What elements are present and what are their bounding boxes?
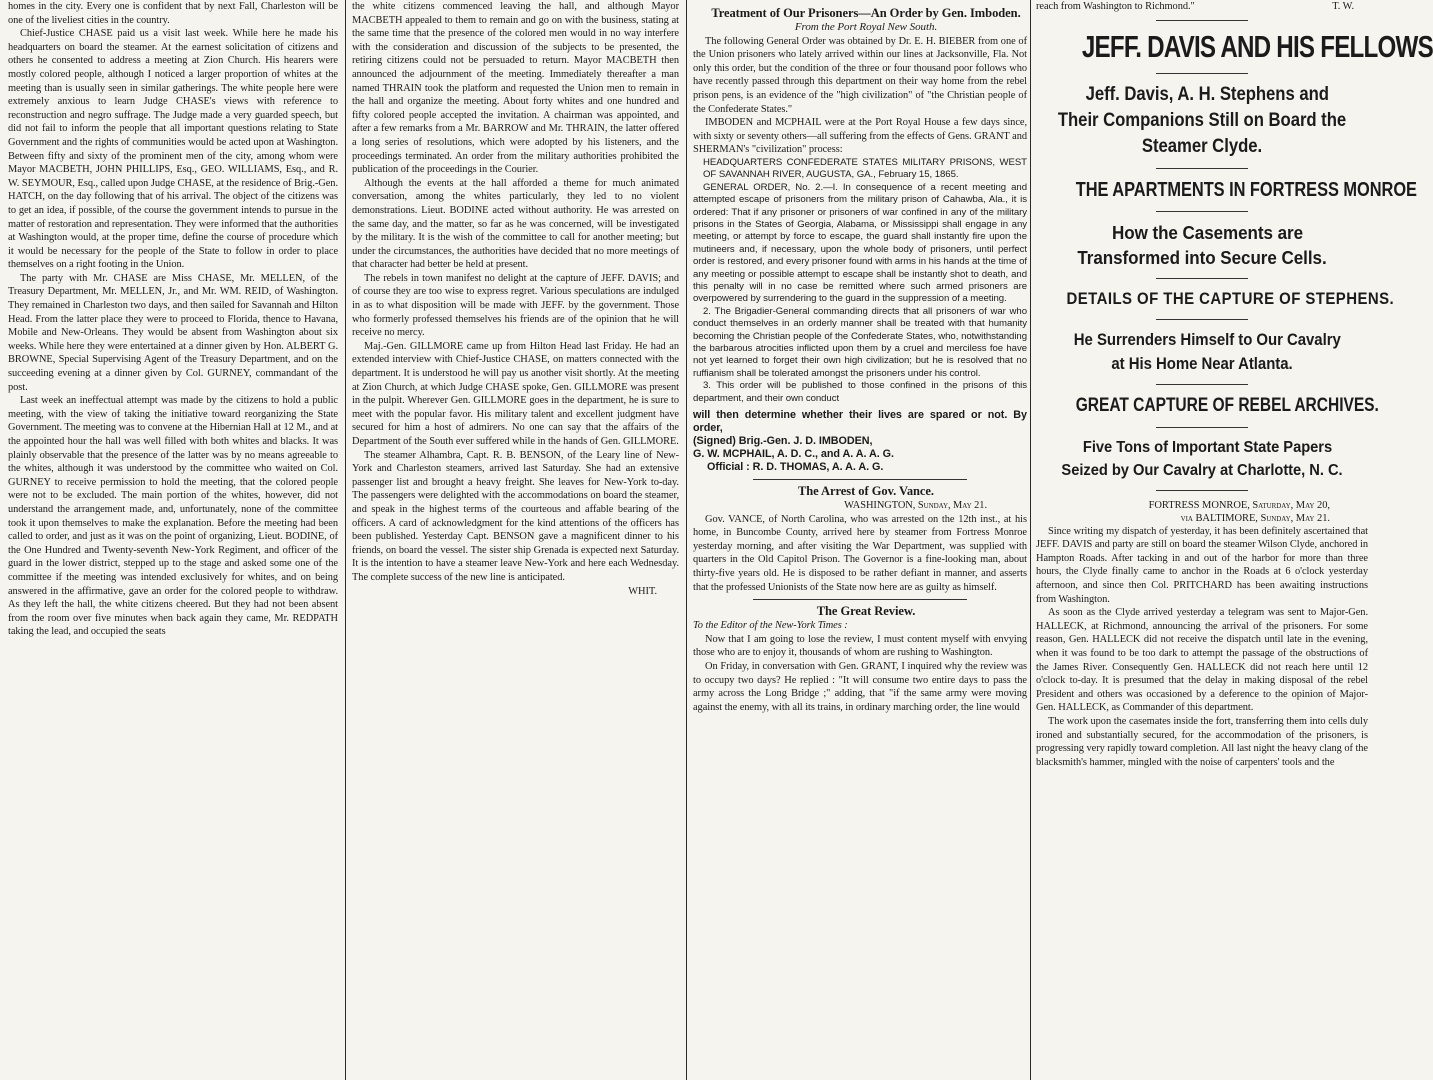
order-header: HEADQUARTERS CONFEDERATE STATES MILITARY PRISONS, WEST OF SAVANNAH RIVER, AUGUSTA, GA., February 15, 1865.: [703, 156, 1027, 181]
paragraph: The work upon the casemates inside the fort, transferring them into cells duly ironed and substantially secured, for the accommodation of the prisoners, is progressing very rapidly toward completion. All last night the heavy clang of the blacksmith's hammer, mingled with the noise of carpenters' tools and the: [1036, 715, 1368, 768]
separator: [1156, 211, 1248, 212]
order-paragraph: 2. The Brigadier-General commanding directs that all prisoners of war who conduct themselves in an orderly manner shall be treated with that humanity becoming the Christian people of the Confederate States, who, notwithstanding the barbarous atrocities inflicted upon them by a cruel and merciless foe have not yet learned to forget their own high civilization; but he is resolved that no ruffianism shall be tolerated amongst the prisoners under his control.: [693, 305, 1027, 379]
column-1: [8, 0, 338, 1080]
separator: [1156, 427, 1248, 428]
separator: [1156, 319, 1248, 320]
paragraph: Since writing my dispatch of yesterday, it has been definitely ascertained that JEFF. DAVIS and party are still on board the steamer Wilson Clyde, anchored in Hampton Roads. After tacking in and out of the harbor for more than three hours, the Clyde finally came to anchor in the Roads at 6 o'clock yesterday afternoon, and since then Col. PRITCHARD has been awaiting instructions from Washington.: [1036, 525, 1368, 605]
paragraph: The rebels in town manifest no delight at the capture of JEFF. DAVIS; and of course they are too wise to express regret. Various speculations are indulged in as to what disposition will be made with JEFF. by the government. Those who formerly professed themselves his friends are of the opinion that he will receive no mercy.: [352, 272, 679, 339]
article-heading: Treatment of Our Prisoners—An Order by Gen. Imboden.: [711, 6, 1021, 20]
paragraph: Maj.-Gen. GILLMORE came up from Hilton Head last Friday. He had an extended interview with Chief-Justice CHASE, on matters connected with the department. It is understood he will pay us another visit shortly. At the meeting at Zion Church, at which Judge CHASE spoke, Gen. GILLMORE was present in the pulpit. Wherever Gen. GILLMORE goes in the department, he is sure to meet with the popular favor. His military talent and excellent judgment have secured for him a host of admirers. No one can say that the affairs of the Department of the South ever suffered while in the hands of Gen. GILLMORE.: [352, 340, 679, 447]
subheadline: THE APARTMENTS IN FORTRESS MONROE: [1075, 178, 1417, 201]
separator: [753, 599, 967, 600]
main-headline: JEFF. DAVIS AND HIS FELLOWS: [1081, 28, 1433, 64]
article-heading: The Great Review.: [816, 604, 916, 619]
column-rule: [1030, 0, 1031, 1080]
column-4: [1036, 0, 1433, 1080]
paragraph: Although the events at the hall afforded a theme for much animated conversation, among the whites particularly, they led to no violent demonstrations. Lieut. BODINE acted without authority. He was arrested on the same day, and the matter, so far as he was concerned, will be investigated by the military. It is the wish of the committee to call for another meeting; but under the circumstances, the authorities have decided that no more meetings of that character had better be held at present.: [352, 177, 679, 271]
paragraph: Chief-Justice CHASE paid us a visit last week. While here he made his headquarters on board the steamer. At the earnest solicitation of citizens and others he consented to address a meeting at Zion Church. His hearers were mostly colored people, although I noticed a larger proportion of whites at the meeting than is usually seen in similar gatherings. The white people here were extremely anxious to learn Judge CHASE's views with reference to reconstruction and negro suffrage. The Judge made a very guarded speech, but did not fail to inform the people that all important questions relating to State Government and the rights of communities would be acted upon at Washington. Between fifty and sixty of the prominent men of the city, among whom were Mayor MACBETH, JOHN PHILLIPS, Esq., GEO. WILLIAMS, Esq., and R. W. SEYMOUR, Esq., called upon Judge CHASE, at the residence of Brig.-Gen. HATCH, on the day following that of his arrival. The object of the citizens was to get an idea, if possible, of the course the government intends to pursue in the matter of restoration and representation. They were informed that the authorities at Washington would, at the proper time, define the course of procedure which it would be necessary for the people of the State to follow in order to place themselves on a right footing in the Union.: [8, 28, 338, 271]
separator: [1156, 20, 1248, 21]
signed-line: Official : R. D. THOMAS, A. A. A. G.: [707, 461, 884, 474]
order-paragraph: 3. This order will be published to those confined in the prisons of this department, and their own conduct: [693, 380, 1027, 404]
order-signatures: [693, 409, 1027, 474]
subheadline: Five Tons of Important State Papers Seized by Our Cavalry at Charlotte, N. C.: [1061, 438, 1343, 479]
separator: [1156, 384, 1248, 385]
column-rule: [686, 0, 687, 1080]
separator: [1156, 168, 1248, 169]
subheadline: How the Casements are Transformed into Secure Cells.: [1077, 221, 1327, 268]
column-3: [693, 0, 1027, 1080]
top-line-signature: T. W.: [1332, 1, 1354, 12]
paragraph: IMBODEN and MCPHAIL were at the Port Royal House a few days since, with sixty or seventy others—all suffering from the effects of Gens. GRANT and SHERMAN's "civilization" process:: [693, 117, 1027, 156]
top-line-text: reach from Washington to Richmond.": [1036, 1, 1195, 12]
paragraph: the white citizens commenced leaving the hall, and although Mayor MACBETH appealed to them to remain and go on with the business, stating at the same time that the presence of the colored men would in no way interfere with the consideration and discussion of the subjects to be presented, the retiring citizens could not be persuaded to return. Mayor MACBETH then announced the adjournment of the meeting. Immediately thereafter a man named THRAIN took the platform and requested the Union men to remain in the hall and organize the meeting. About forty whites and one hundred and fifty colored people accepted the invitation. A chairman was appointed, and after a few remarks from a Mr. BARROW and Mr. THRAIN, the latter offered a long series of resolutions, which were adopted by his listeners, and the proceedings terminated. An order from the military authorities prohibited the publication of the proceedings in the Courier.: [352, 1, 679, 176]
letter-address: To the Editor of the New-York Times :: [693, 620, 848, 632]
column-rule: [345, 0, 346, 1080]
signed-line: (Signed) Brig.-Gen. J. D. IMBODEN,: [693, 435, 873, 448]
paragraph: Last week an ineffectual attempt was made by the citizens to hold a public meeting, with the view of taking the initiative toward reorganizing the State Government. The meeting was to convene at the Hibernian Hall at 12 M., and at the appointed hour the hall was well filled with both whites and blacks. It was plainly observable that the presence of the latter was by no means agreeable to the whites, although it was understood by the committee who waited on Col. GURNEY to receive permission to hold the meeting, that the colored people were not to be excluded. The main portion of the whites, however, did not understand the arrangement made, and, unfortunately, none of the committee took it upon themselves to make the explanation. Before the meeting had been called to order, and just as it was on the point of organizing, Lieut. BODINE, of the One Hundred and Twenty-seventh New-York Regiment, and officer of the guard in the lower district, stepped up to the stage and asked some one of the committee if the meeting was intended exclusively for whites, and on being answered in the affirmative, gave an order for the colored people to withdraw. As they left the hall, the white citizens cheered. But they had not been absent from the room over five minutes when back again they came, Mr. REDPATH taking the lead, and occupied the seats: [8, 395, 338, 638]
subheadline: DETAILS OF THE CAPTURE OF STEPHENS.: [1066, 288, 1395, 308]
order-paragraph: GENERAL ORDER, No. 2.—I. In consequence of a recent meeting and attempted escape of prisoners from the military prison of Cahawba, Ala., it is ordered: That if any prisoner or prisoners of war confined in any of the military prisons in the States of Georgia, Alabama, or Mississippi shall engage in any meeting, or attempt by force to escape, the guard shall instantly fire upon the mutineers and, if necessary, upon the whole body of prisoners, until perfect order is restored, and every prisoner found with arms in his hands at the time of any meeting or possible attempt to escape shall be instantly shot to death, and this penalty will in no case be remitted where such armed prisoners are overpowered by surrendering to the guard in the suppression of a meeting.: [693, 181, 1027, 305]
subheadline: He Surrenders Himself to Our Cavalry at His Home Near Atlanta.: [1073, 329, 1341, 373]
separator: [1156, 73, 1248, 74]
separator: [753, 479, 967, 480]
paragraph: The following General Order was obtained by Dr. E. H. BIEBER from one of the Union prisoners who lately arrived within our lines at Jacksonville, Fla. Not only this order, but the condition of the three or four thousand poor follows who have recently passed through this department on their way home from the rebel prison pens, is an evidence of the "high civilization" of "the Christian people of the Confederate States.": [693, 35, 1027, 115]
paragraph: On Friday, in conversation with Gen. GRANT, I inquired why the review was to occupy two days? He replied : "It will consume two entire days to pass the army across the Long Bridge ;" adding, that "if the same army were moving against the enemy, with all its trains, in ordinary marching order, the line would: [693, 661, 1027, 713]
dateline: via BALTIMORE, Sunday, May 21.: [1180, 512, 1330, 524]
paragraph: Gov. VANCE, of North Carolina, who was arrested on the 12th inst., at his home, in Buncombe County, arrived here by steamer from Fortress Monroe yesterday morning, and after visiting the War Department, was supplied with quarters in the Old Capitol Prison. The Governor is a fine-looking man, about thirty-five years old. He is disposed to be rather defiant in manner, and asserts that the professed Unionists of the State now here are as guilty as himself.: [693, 513, 1027, 593]
order-close: will then determine whether their lives are spared or not. By order,: [693, 409, 1027, 435]
article-source: From the Port Royal New South.: [794, 21, 938, 33]
article-heading: The Arrest of Gov. Vance.: [797, 484, 935, 499]
separator: [1156, 278, 1248, 279]
paragraph: Now that I am going to lose the review, I must content myself with envying those who are to enjoy it, thousands of whom are rushing to Washington.: [693, 633, 1027, 659]
separator: [1156, 490, 1248, 491]
subheadline: GREAT CAPTURE OF REBEL ARCHIVES.: [1075, 394, 1379, 416]
paragraph: The party with Mr. CHASE are Miss CHASE, Mr. MELLEN, of the Treasury Department, Mr. MELLEN, Jr., and Mr. WM. REID, of Washington. They remained in Charleston two days, and then sailed for Savannah and Hilton Head. From the latter place they were to proceed to Florida, thence to Havana, Mobile and New-Orleans. They would be absent from Washington about six weeks. While here they were entertained at a dinner given by Hon. ALBERT G. BROWNE, Special Supervising Agent of the Treasury Department, and on the succeeding evening at a dinner given by Col. GURNEY, commandant of the post.: [8, 272, 338, 393]
dateline: FORTRESS MONROE, Saturday, May 20,: [1148, 499, 1330, 511]
signature: WHIT.: [628, 585, 657, 597]
general-order: [693, 157, 1027, 405]
dateline: WASHINGTON, Sunday, May 21.: [844, 500, 987, 512]
column-2: [352, 0, 679, 1080]
paragraph: homes in the city. Every one is confident that by next Fall, Charleston will be one of the liveliest cities in the country.: [8, 1, 338, 26]
paragraph: The steamer Alhambra, Capt. R. B. BENSON, of the Leary line of New-York and Charleston steamers, arrived last Saturday. She had an extensive passenger list and brought a heavy freight. She leaves for New-York to-day. The passengers were delighted with the accommodations on board the steamer, and speak in the highest terms of the courteous and affable bearing of the officers. A card of acknowledgment for the kind attentions of the officers has been published. Yesterday Capt. BENSON gave a magnificent dinner to his friends, on board the vessel. The sister ship Grenada is expected next Saturday. It is the intention to have a steamer leave New-York and here each Wednesday. The complete success of the new line is anticipated.: [352, 449, 679, 583]
signed-line: G. W. MCPHAIL, A. D. C., and A. A. A. G.: [693, 448, 894, 461]
paragraph: As soon as the Clyde arrived yesterday a telegram was sent to Major-Gen. HALLECK, at Richmond, announcing the arrival of the prisoners. For some reason, Gen. HALLECK did not receive the dispatch until late in the evening, when it was found to be too dark to attempt the passage of the obstructions of the James River. Consequently Gen. HALLECK did not reach here until 12 o'clock to-day. It is presumed that the delay in making disposal of the rebel President and others was occasioned by a deference to the opinion of Major-Gen. HALLECK, as Commander of this department.: [1036, 607, 1368, 714]
top-line: [1036, 0, 1368, 14]
subheadline: Jeff. Davis, A. H. Stephens and Their Companions Still on Board the Steamer Clyde.: [1057, 83, 1347, 157]
